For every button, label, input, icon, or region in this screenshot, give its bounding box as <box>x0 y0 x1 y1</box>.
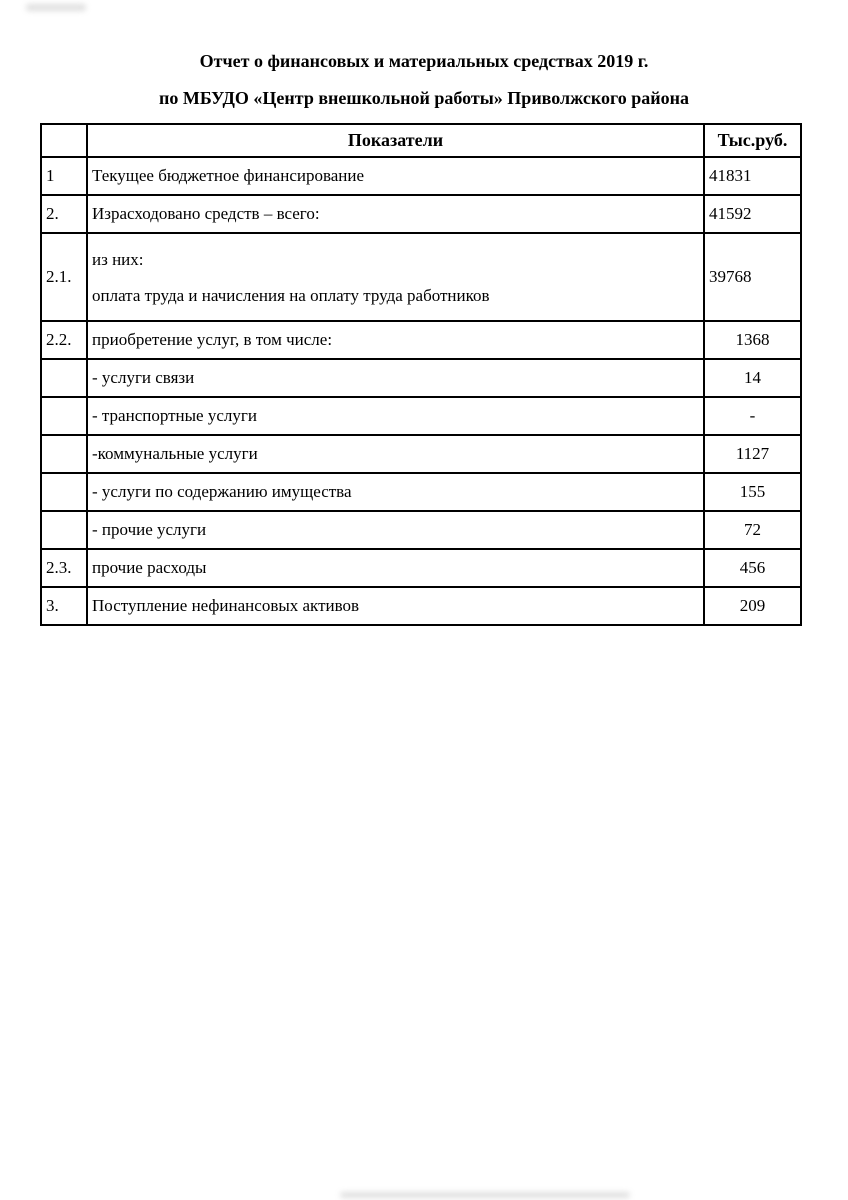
row-label: - прочие услуги <box>87 511 704 549</box>
row-value: 39768 <box>704 233 801 321</box>
row-value: 41831 <box>704 157 801 195</box>
document-title-line-2: по МБУДО «Центр внешкольной работы» Приволжского района <box>159 88 689 108</box>
row-label <box>87 233 704 321</box>
row-label: - услуги связи <box>87 359 704 397</box>
header-cell-unit: Тыс.руб. <box>704 124 801 157</box>
table-row <box>41 321 801 359</box>
row-label: - транспортные услуги <box>87 397 704 435</box>
table-row <box>41 435 801 473</box>
row-label: - услуги по содержанию имущества <box>87 473 704 511</box>
row-label: Текущее бюджетное финансирование <box>87 157 704 195</box>
row-label: Израсходовано средств – всего: <box>87 195 704 233</box>
row-value: - <box>704 397 801 435</box>
table-row <box>41 511 801 549</box>
table-row <box>41 587 801 625</box>
table-row <box>41 195 801 233</box>
row-num: 1 <box>41 157 87 195</box>
row-value: 14 <box>704 359 801 397</box>
row-num <box>41 435 87 473</box>
row-label: приобретение услуг, в том числе: <box>87 321 704 359</box>
document-header <box>0 0 848 107</box>
row-value: 1368 <box>704 321 801 359</box>
row-label: Поступление нефинансовых активов <box>87 587 704 625</box>
row-num <box>41 473 87 511</box>
row-label: -коммунальные услуги <box>87 435 704 473</box>
row-num: 2.3. <box>41 549 87 587</box>
row-num <box>41 359 87 397</box>
row-label-text: оплата труда и начисления на оплату труда работников <box>92 286 490 305</box>
row-value: 456 <box>704 549 801 587</box>
row-label: прочие расходы <box>87 549 704 587</box>
row-value: 155 <box>704 473 801 511</box>
table-row <box>41 233 801 321</box>
header-cell-num <box>41 124 87 157</box>
table-row <box>41 359 801 397</box>
row-value: 209 <box>704 587 801 625</box>
document-title-line-1: Отчет о финансовых и материальных средствах 2019 г. <box>199 51 649 71</box>
row-num <box>41 397 87 435</box>
table-row <box>41 549 801 587</box>
row-num: 2.2. <box>41 321 87 359</box>
row-num: 2.1. <box>41 233 87 321</box>
row-num <box>41 511 87 549</box>
table-row <box>41 157 801 195</box>
row-value: 72 <box>704 511 801 549</box>
scan-artifact-bottom <box>340 1192 630 1198</box>
table-header-row <box>41 124 801 157</box>
row-num: 3. <box>41 587 87 625</box>
scan-artifact-top <box>26 4 86 11</box>
table-row <box>41 397 801 435</box>
row-label-subheading: из них: <box>92 250 144 269</box>
row-value: 41592 <box>704 195 801 233</box>
financial-report-table <box>40 123 802 626</box>
row-value: 1127 <box>704 435 801 473</box>
row-num: 2. <box>41 195 87 233</box>
table-row <box>41 473 801 511</box>
header-cell-indicator: Показатели <box>87 124 704 157</box>
